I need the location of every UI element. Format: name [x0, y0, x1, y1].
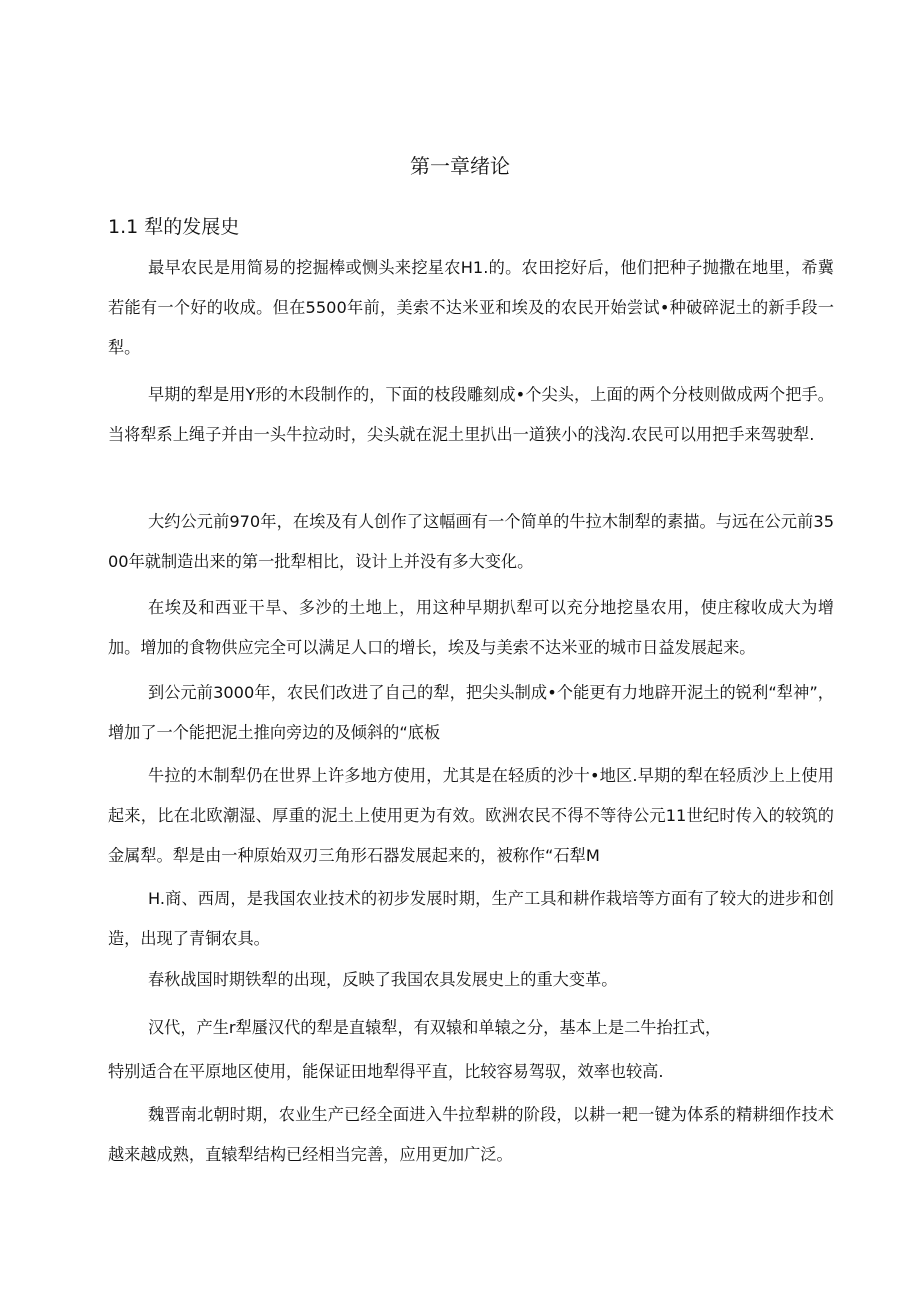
paragraph: 早期的犁是用Y形的木段制作的，下面的枝段雕刻成•个尖头，上面的两个分枝则做成两个把手。当将犁系上绳子并由一头牛拉动时，尖头就在泥土里扒出一道狭小的浅沟.农民可以用把手来驾驶犁.	[108, 385, 834, 444]
section-title: 1.1 犁的发展史	[108, 216, 240, 238]
paragraph: H.商、西周，是我国农业技术的初步发展时期，生产工具和耕作栽培等方面有了较大的进步和创造，出现了青铜农具。	[108, 889, 834, 948]
paragraph: 汉代，产生r犁蜃汉代的犁是直辕犁，有双辕和单辕之分，基本上是二牛抬扛式，	[148, 1018, 722, 1037]
paragraph: 大约公元前970年，在埃及有人创作了这幅画有一个简单的牛拉木制犁的素描。与远在公元前3500年就制造出来的第一批犁相比，设计上并没有多大变化。	[108, 512, 834, 571]
paragraph: 春秋战国时期铁犁的出现，反映了我国农具发展史上的重大变革。	[148, 970, 618, 989]
paragraph: 最早农民是用简易的挖掘棒或恻头来挖星农H1.的。农田挖好后，他们把种子抛撒在地里，希冀若能有一个好的收成。但在5500年前，美索不达米亚和埃及的农民开始尝试•种破碎泥土的新手段一犁。	[108, 258, 834, 357]
paragraph: 牛拉的木制犁仍在世界上许多地方使用，尤其是在轻质的沙十•地区.早期的犁在轻质沙上上使用起来，比在北欧潮湿、厚重的泥土上使用更为有效。欧洲农民不得不等待公元11世纪时传入的较筑的金属犁。犁是由一种原始双刃三角形石器发展起来的，被称作“石犁M	[108, 766, 834, 865]
paragraph: 特别适合在平原地区使用，能保证田地犁得平直，比较容易驾驭，效率也较高.	[108, 1062, 664, 1081]
paragraph: 魏晋南北朝时期，农业生产已经全面进入牛拉犁耕的阶段，以耕一耙一键为体系的精耕细作技术越来越成熟，直辕犁结构已经相当完善，应用更加广泛。	[108, 1105, 834, 1164]
paragraph: 在埃及和西亚干旱、多沙的土地上，用这种早期扒犁可以充分地挖垦农用，使庄稼收成大为增加。增加的食物供应完全可以满足人口的增长，埃及与美索不达米亚的城市日益发展起来。	[108, 598, 834, 657]
paragraph: 到公元前3000年，农民们改进了自己的犁，把尖头制成•个能更有力地辟开泥土的锐利“犁神”，增加了一个能把泥土推向旁边的及倾斜的“底板	[108, 683, 834, 742]
chapter-title: 第一章绪论	[410, 154, 510, 178]
